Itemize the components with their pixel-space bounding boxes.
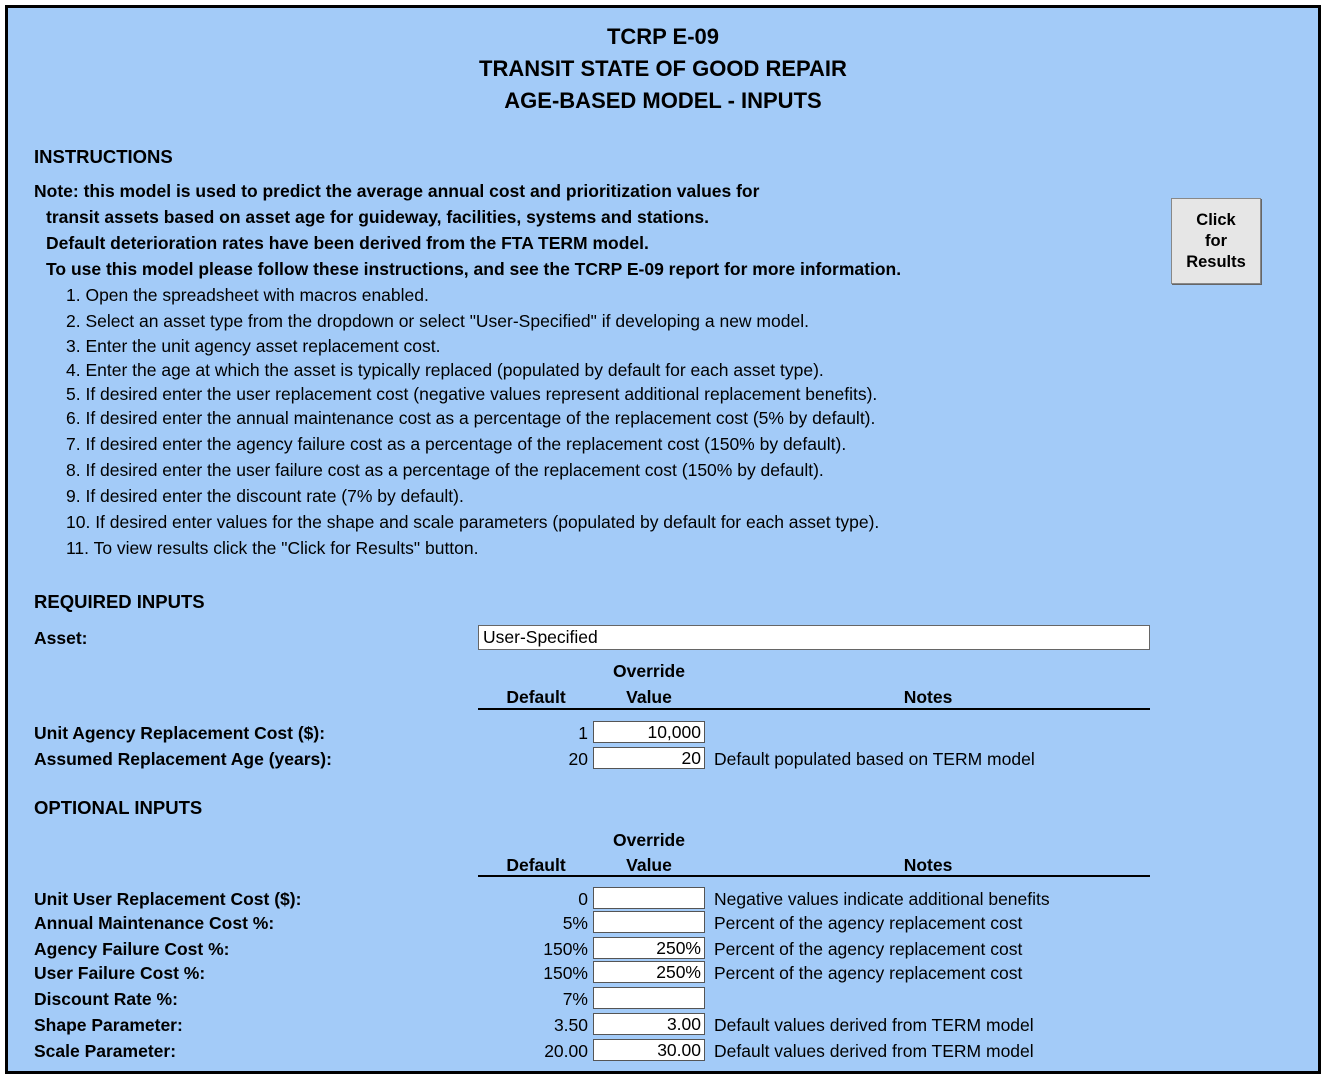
discount-rate-override[interactable] [593,987,705,1009]
instructions-note-4: To use this model please follow these instructions, and see the TCRP E-09 report for more information. [46,259,902,279]
user-failure-cost-label: User Failure Cost %: [34,963,206,983]
annual-maintenance-cost-notes: Percent of the agency replacement cost [714,913,1023,933]
instruction-step-10: 10. If desired enter values for the shape and scale parameters (populated by default for each asset type). [66,512,880,532]
assumed-replacement-age-default: 20 [568,749,588,769]
agency-failure-cost-override[interactable]: 250% [593,937,705,959]
shape-parameter-notes: Default values derived from TERM model [714,1015,1034,1035]
scale-parameter-default: 20.00 [544,1041,588,1061]
optional-col-override-line-2: Value [626,855,672,875]
optional-inputs-heading: OPTIONAL INPUTS [34,797,203,818]
assumed-replacement-age-label: Assumed Replacement Age (years): [34,749,332,769]
user-failure-cost-override[interactable]: 250% [593,961,705,983]
annual-maintenance-cost-override[interactable] [593,911,705,933]
asset-label: Asset: [34,628,88,648]
instruction-step-8: 8. If desired enter the user failure cost as a percentage of the replacement cost (150% by default). [66,460,824,480]
agency-failure-cost-notes: Percent of the agency replacement cost [714,939,1023,959]
scale-parameter-label: Scale Parameter: [34,1041,177,1061]
results-button-line-1: Click [1196,210,1236,229]
instruction-step-11: 11. To view results click the "Click for Results" button. [66,538,479,558]
assumed-replacement-age-override[interactable]: 20 [593,747,705,769]
click-for-results-button[interactable] [1171,198,1261,284]
scale-parameter-notes: Default values derived from TERM model [714,1041,1034,1061]
optional-col-override-line-1: Override [613,830,685,850]
instruction-step-5: 5. If desired enter the user replacement cost (negative values represent additional replacement benefits). [66,384,878,404]
title-line-1: TCRP E-09 [606,24,720,49]
required-col-override-line-1: Override [613,661,685,681]
unit-user-replacement-cost-notes: Negative values indicate additional benefits [714,889,1050,909]
required-col-default: Default [506,687,566,707]
instruction-step-9: 9. If desired enter the discount rate (7% by default). [66,486,464,506]
required-col-notes: Notes [903,687,953,707]
unit-agency-replacement-cost-label: Unit Agency Replacement Cost ($): [34,723,326,743]
instructions-note-2: transit assets based on asset age for guideway, facilities, systems and stations. [46,207,709,227]
title-line-3: AGE-BASED MODEL - INPUTS [504,88,822,113]
asset-dropdown[interactable]: User-Specified [478,625,1150,650]
unit-user-replacement-cost-default: 0 [578,889,588,909]
unit-user-replacement-cost-label: Unit User Replacement Cost ($): [34,889,302,909]
shape-parameter-label: Shape Parameter: [34,1015,183,1035]
instruction-step-7: 7. If desired enter the agency failure cost as a percentage of the replacement cost (150% by default). [66,434,847,454]
instruction-step-1: 1. Open the spreadsheet with macros enabled. [66,285,429,305]
required-inputs-heading: REQUIRED INPUTS [34,591,205,612]
instructions-note-1: Note: this model is used to predict the average annual cost and prioritization values for [34,181,760,201]
optional-col-notes: Notes [903,855,953,875]
agency-failure-cost-default: 150% [543,939,588,959]
results-button-line-2: for [1205,231,1227,250]
required-col-override-line-2: Value [626,687,672,707]
unit-agency-replacement-cost-default: 1 [578,723,588,743]
user-failure-cost-default: 150% [543,963,588,983]
optional-header-rule [478,875,1150,877]
instruction-step-4: 4. Enter the age at which the asset is typically replaced (populated by default for each asset type). [66,360,824,380]
required-header-rule [478,708,1150,710]
discount-rate-label: Discount Rate %: [34,989,178,1009]
title-line-2: TRANSIT STATE OF GOOD REPAIR [479,56,847,81]
instructions-heading: INSTRUCTIONS [34,146,173,167]
annual-maintenance-cost-label: Annual Maintenance Cost %: [34,913,275,933]
shape-parameter-default: 3.50 [553,1015,588,1035]
instruction-step-2: 2. Select an asset type from the dropdown or select "User-Specified" if developing a new model. [66,311,809,331]
results-button-line-3: Results [1186,252,1246,271]
annual-maintenance-cost-default: 5% [562,913,588,933]
agency-failure-cost-label: Agency Failure Cost %: [34,939,230,959]
scale-parameter-override[interactable]: 30.00 [593,1039,705,1061]
shape-parameter-override[interactable]: 3.00 [593,1013,705,1035]
user-failure-cost-notes: Percent of the agency replacement cost [714,963,1023,983]
instructions-note-3: Default deterioration rates have been derived from the FTA TERM model. [46,233,649,253]
discount-rate-default: 7% [562,989,588,1009]
unit-user-replacement-cost-override[interactable] [593,887,705,909]
instruction-step-3: 3. Enter the unit agency asset replacement cost. [66,336,441,356]
worksheet [5,5,1321,1074]
unit-agency-replacement-cost-override[interactable]: 10,000 [593,721,705,743]
optional-col-default: Default [506,855,566,875]
instruction-step-6: 6. If desired enter the annual maintenance cost as a percentage of the replacement cost (5% by default). [66,408,876,428]
assumed-replacement-age-notes: Default populated based on TERM model [714,749,1035,769]
